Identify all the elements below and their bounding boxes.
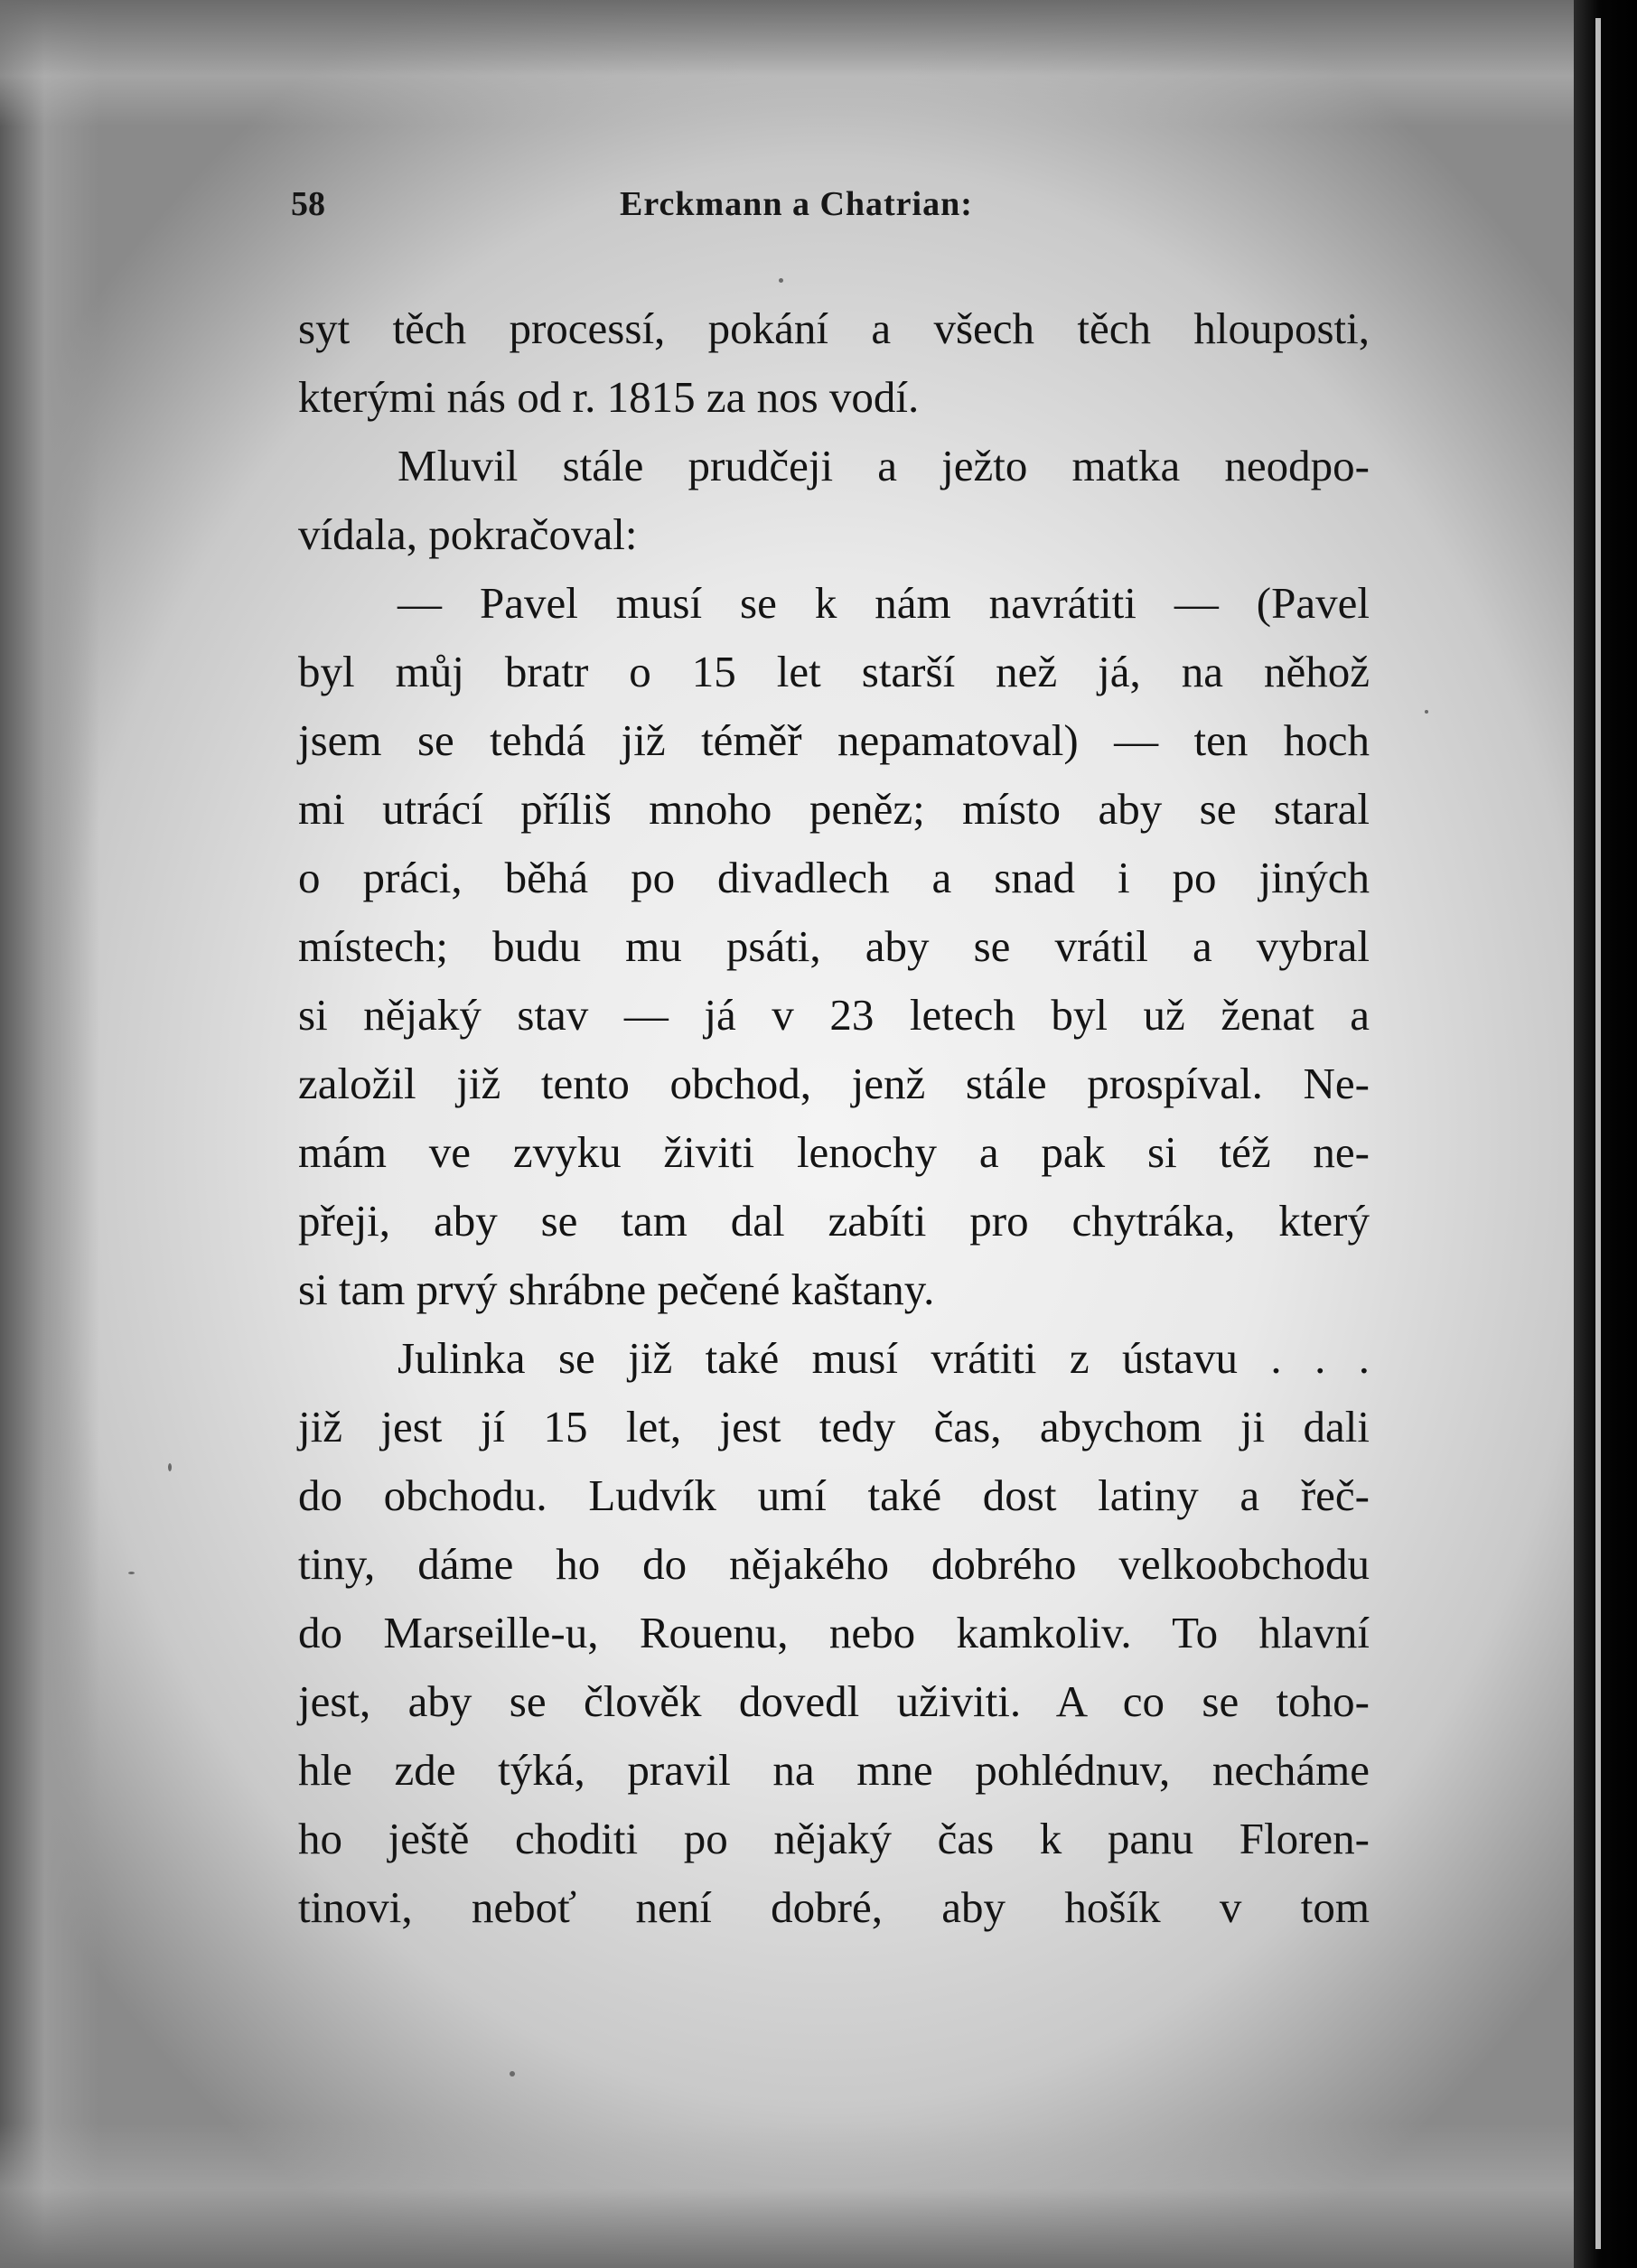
- page-number: 58: [291, 185, 325, 223]
- binding-gutter: [1574, 0, 1637, 2268]
- text-line: mám ve zvyku živiti lenochy a pak si též ne-: [298, 1127, 1370, 1177]
- running-title: Erckmann a Chatrian:: [620, 185, 973, 223]
- text-line: vídala, pokračoval:: [298, 509, 638, 559]
- text-line: do obchodu. Ludvík umí také dost latiny a řeč-: [298, 1470, 1370, 1520]
- text-line: založil již tento obchod, jenž stále prospíval. Ne-: [298, 1059, 1370, 1108]
- text-line: hle zde týká, pravil na mne pohlédnuv, necháme: [298, 1745, 1370, 1795]
- text-line: přeji, aby se tam dal zabíti pro chytráka, který: [298, 1196, 1370, 1246]
- text-line: do Marseille-u, Rouenu, nebo kamkoliv. To hlavní: [298, 1608, 1370, 1657]
- dust-speck: [779, 278, 783, 283]
- dust-speck: [1425, 710, 1428, 714]
- text-line: jest, aby se člověk dovedl uživiti. A co se toho-: [298, 1676, 1370, 1726]
- body-text: [298, 294, 1370, 1942]
- text-line: — Pavel musí se k nám navrátiti — (Pavel: [398, 578, 1370, 628]
- text-line: o práci, běhá po divadlech a snad i po jiných: [298, 853, 1370, 902]
- text-line: tiny, dáme ho do nějakého dobrého velkoobchodu: [298, 1539, 1370, 1589]
- text-line: již jest jí 15 let, jest tedy čas, abychom ji dali: [298, 1402, 1370, 1451]
- dust-speck: [128, 1572, 135, 1574]
- dust-speck: [168, 1463, 172, 1471]
- text-line: si tam prvý shrábne pečené kaštany.: [298, 1265, 935, 1314]
- text-line: místech; budu mu psáti, aby se vrátil a vybral: [298, 921, 1370, 971]
- text-line: jsem se tehdá již téměř nepamatoval) — ten hoch: [298, 715, 1370, 765]
- text-line: si nějaký stav — já v 23 letech byl už ženat a: [298, 990, 1370, 1040]
- text-line: byl můj bratr o 15 let starší než já, na něhož: [298, 647, 1370, 696]
- text-line: tinovi, neboť není dobré, aby hošík v tom: [298, 1882, 1370, 1932]
- page-edge: [1595, 18, 1601, 2249]
- paper-shadow: [0, 2123, 1590, 2268]
- text-line: syt těch processí, pokání a všech těch hlouposti,: [298, 303, 1370, 353]
- text-line: mi utrácí příliš mnoho peněz; místo aby se staral: [298, 784, 1370, 834]
- text-line: Julinka se již také musí vrátiti z ústavu . . .: [398, 1333, 1370, 1383]
- text-line: ho ještě choditi po nějaký čas k panu Floren-: [298, 1814, 1370, 1863]
- text-line: kterými nás od r. 1815 za nos vodí.: [298, 372, 920, 422]
- text-line: Mluvil stále prudčeji a ježto matka neodpo-: [398, 441, 1370, 490]
- running-head: [291, 184, 1404, 229]
- dust-speck: [510, 2071, 515, 2077]
